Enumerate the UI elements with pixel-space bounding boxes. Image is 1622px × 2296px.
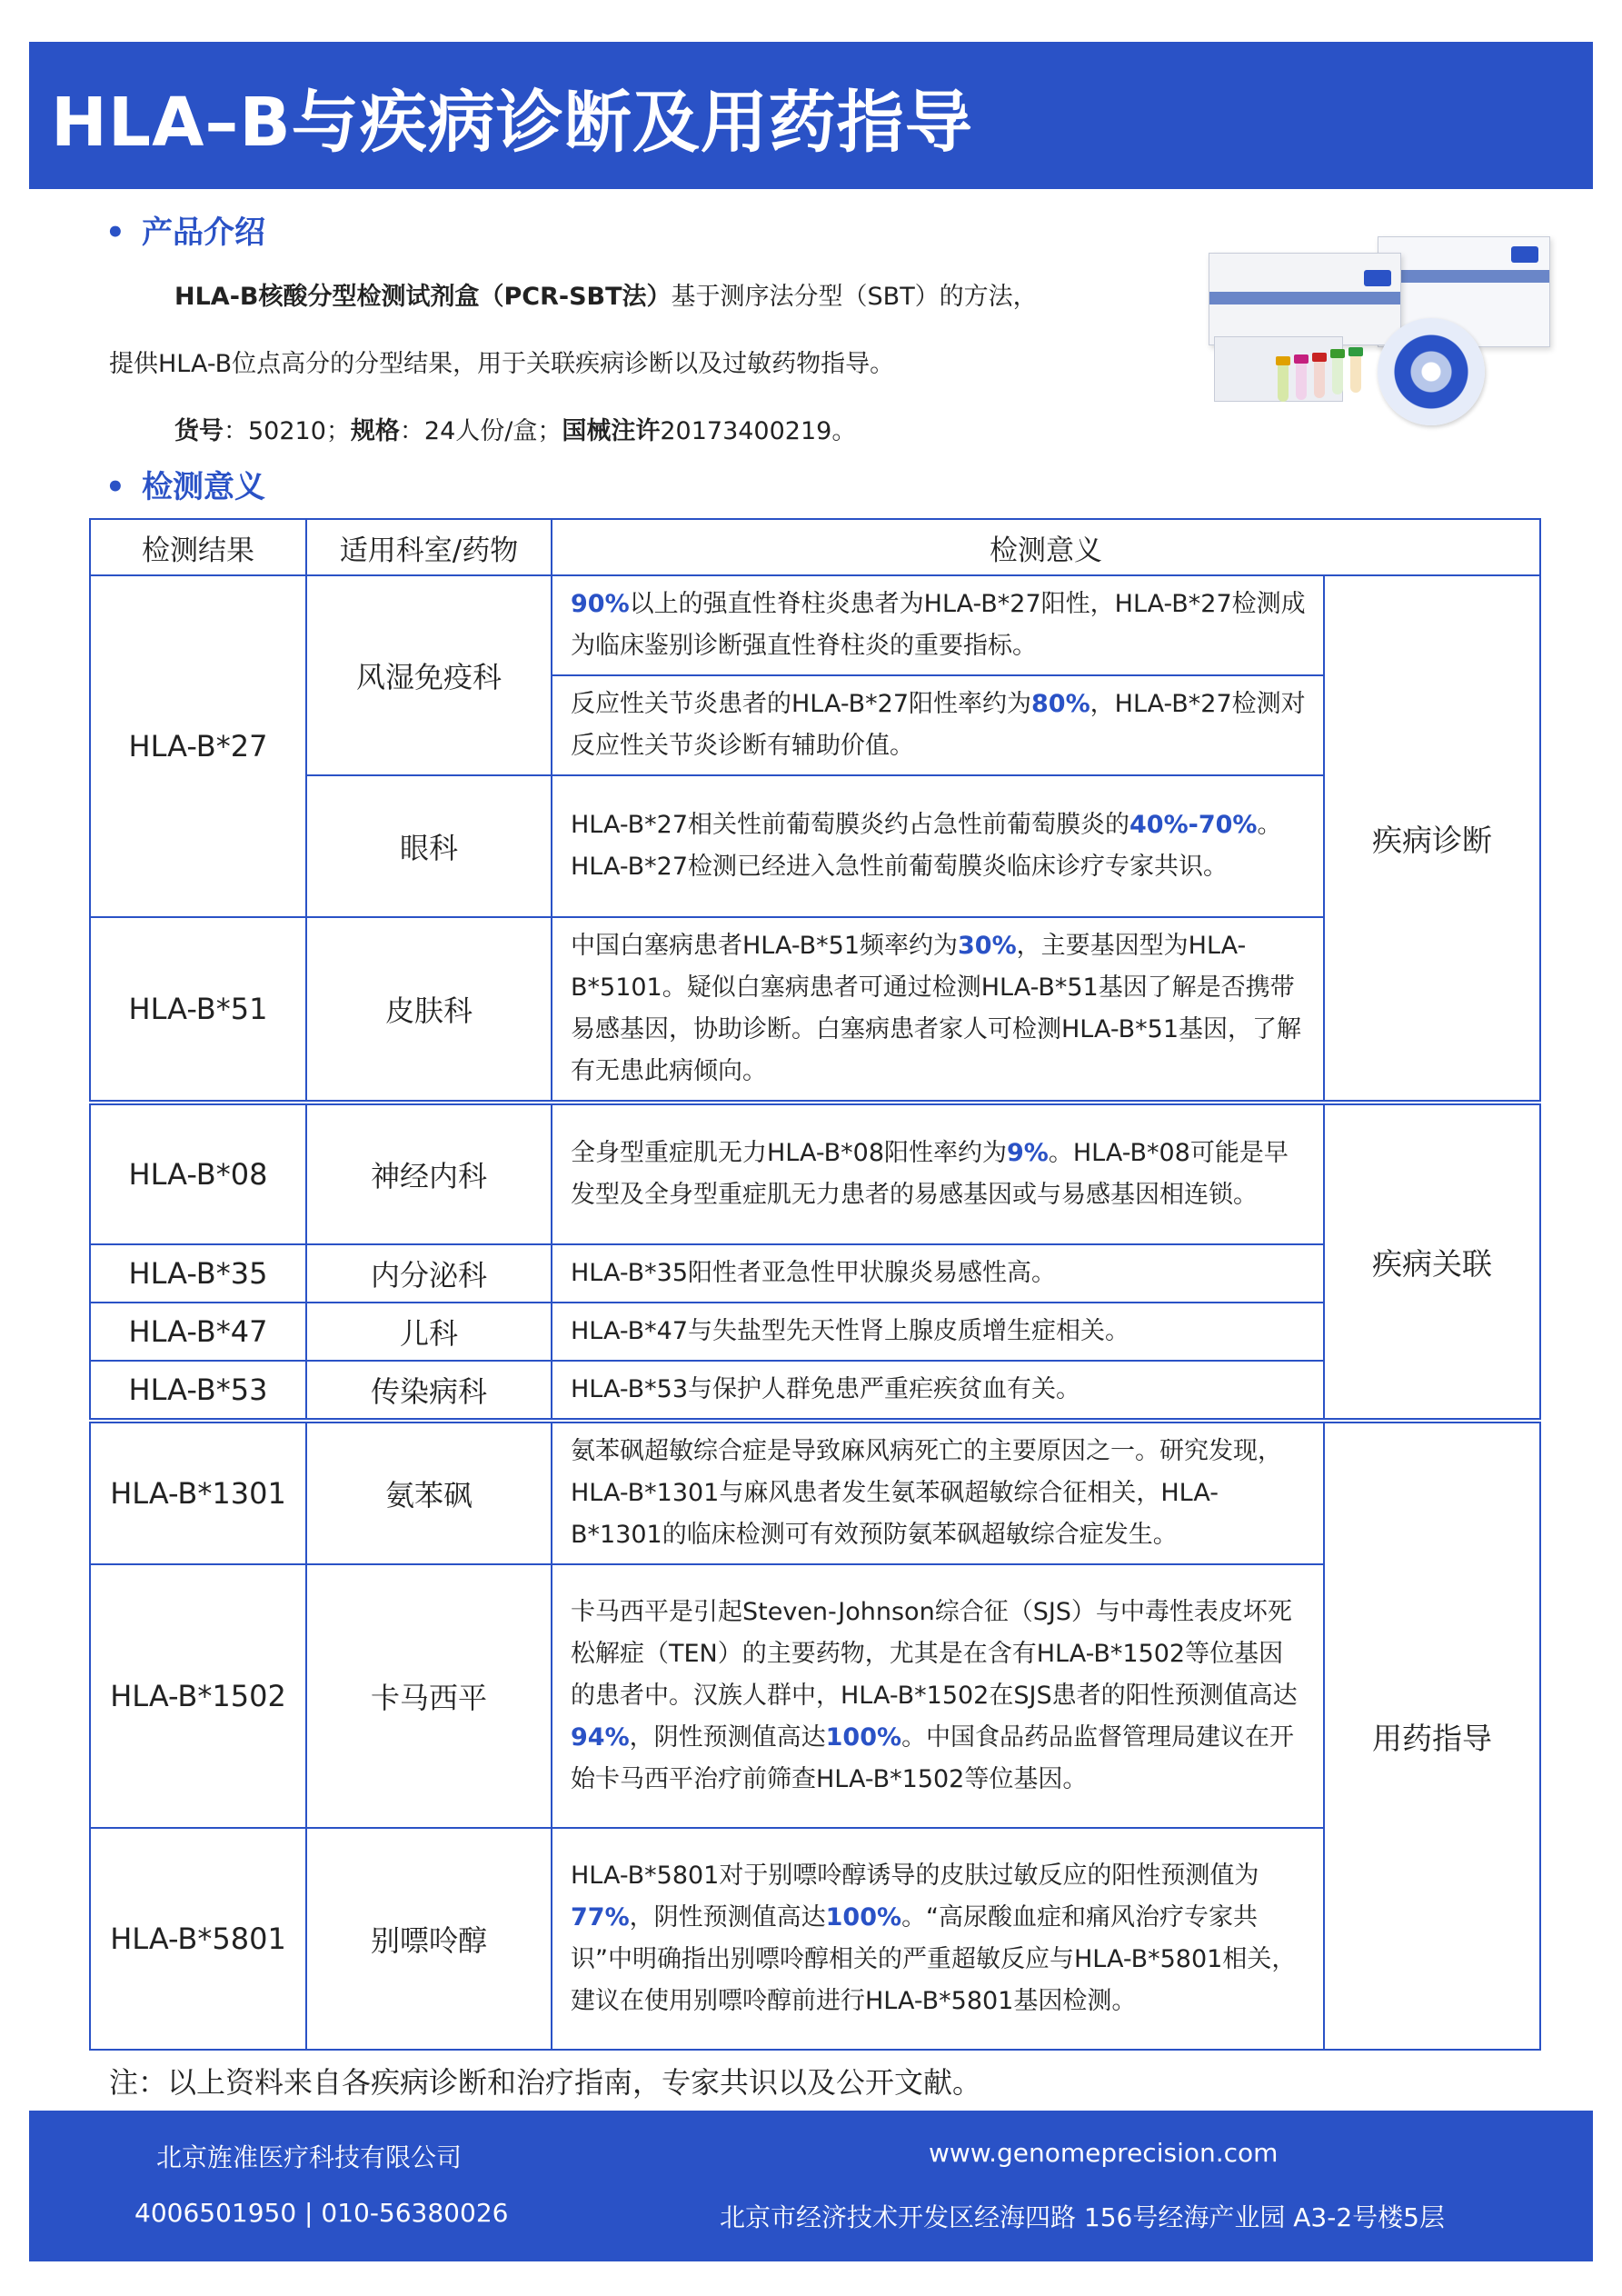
table-row: [90, 1244, 1540, 1303]
desc-cell: [552, 1828, 1324, 2050]
desc-text: HLA-B*47与失盐型先天性肾上腺皮质增生症相关。: [571, 1317, 1130, 1345]
section-heading: 产品介绍: [142, 215, 265, 251]
desc-text: HLA-B*5801对于别嘌呤醇诱导的皮肤过敏反应的阳性预测值为: [571, 1862, 1259, 1890]
desc-cell: [552, 1361, 1324, 1421]
dept-cell: 氨苯砜: [306, 1421, 552, 1564]
desc-text: ，主要基因型为HLA-B*5101。疑似白塞病患者可通过检测HLA-B*51基因了解是否携带易感基因，协助诊断。白塞病患者家人可检测HLA-B*51基因，了解有无患此病倾向。: [571, 932, 1302, 1085]
intro-line-1: [174, 276, 1038, 312]
desc-text: 。中国食品药品监督管理局建议在开始卡马西平治疗前筛查HLA-B*1502等位基因。: [571, 1723, 1295, 1793]
highlight-value: 40%-70%: [1129, 811, 1258, 839]
table-row: [90, 1421, 1540, 1564]
table-header-row: [90, 519, 1540, 575]
item-no-label: 货号: [174, 417, 224, 445]
dept-cell: 内分泌科: [306, 1244, 552, 1303]
category-cell: 用药指导: [1324, 1421, 1540, 2050]
highlight-value: 77%: [571, 1903, 630, 1932]
desc-cell: [552, 1564, 1324, 1828]
footnote: 注：以上资料来自各疾病诊断和治疗指南，专家共识以及公开文献。: [109, 2065, 982, 2100]
desc-text: 以上的强直性脊柱炎患者为HLA-B*27阳性，HLA-B*27检测成为临床鉴别诊断强直性脊柱炎的重要指标。: [571, 590, 1306, 660]
desc-text: ，HLA-B*27检测对反应性关节炎诊断有辅助价值。: [571, 690, 1306, 760]
desc-text: 全身型重症肌无力HLA-B*08阳性率约为: [571, 1139, 1008, 1167]
desc-cell: [552, 1103, 1324, 1244]
result-cell: HLA-B*27: [90, 575, 306, 917]
desc-text: HLA-B*53与保护人群免患严重疟疾贫血有关。: [571, 1375, 1081, 1403]
intro-line-1-rest: 基于测序法分型（SBT）的方法，: [671, 283, 1038, 311]
spec-value: ：24人份/盒；: [399, 417, 562, 445]
category-cell: 疾病诊断: [1324, 575, 1540, 1103]
desc-text: 。“高尿酸血症和痛风治疗专家共识”中明确指出别嘌呤醇相关的严重超敏反应与HLA-B*5801相关，建议在使用别嘌呤醇前进行HLA-B*5801基因检测。: [571, 1903, 1297, 2015]
table-row: [90, 775, 1540, 917]
result-cell: HLA-B*1502: [90, 1564, 306, 1828]
reg-value: 20173400219。: [660, 417, 857, 445]
desc-text: 中国白塞病患者HLA-B*51频率约为: [571, 932, 959, 960]
address: 北京市经济技术开发区经海四路 156号经海产业园 A3-2号楼5层: [720, 2202, 1445, 2232]
dept-cell: 儿科: [306, 1303, 552, 1361]
desc-text: 氨苯砜超敏综合症是导致麻风病死亡的主要原因之一。研究发现，HLA-B*1301与麻风患者发生氨苯砜超敏综合征相关，HLA-B*1301的临床检测可有效预防氨苯砜超敏综合症发生。: [571, 1437, 1282, 1549]
highlight-value: 9%: [1007, 1139, 1049, 1167]
result-cell: HLA-B*53: [90, 1361, 306, 1421]
result-cell: HLA-B*5801: [90, 1828, 306, 2050]
software-cd: [1378, 318, 1485, 425]
result-cell: HLA-B*51: [90, 917, 306, 1103]
item-no-value: ：50210；: [224, 417, 351, 445]
highlight-value: 30%: [958, 932, 1017, 960]
header-dept: 适用科室/药物: [306, 519, 552, 575]
page-title: HLA–B与疾病诊断及用药指导: [51, 84, 973, 162]
desc-text: 反应性关节炎患者的HLA-B*27阳性率约为: [571, 690, 1032, 718]
desc-text: 。HLA-B*08可能是早发型及全身型重症肌无力患者的易感基因或与易感基因相连锁。: [571, 1139, 1289, 1209]
desc-text: HLA-B*35阳性者亚急性甲状腺炎易感性高。: [571, 1259, 1057, 1287]
result-cell: HLA-B*47: [90, 1303, 306, 1361]
dept-cell: 传染病科: [306, 1361, 552, 1421]
desc-text: 。HLA-B*27检测已经进入急性前葡萄膜炎临床诊疗专家共识。: [571, 811, 1282, 881]
highlight-value: 100%: [825, 1903, 902, 1932]
product-kit-image: [1209, 227, 1554, 434]
bullet-icon: •: [105, 469, 125, 505]
dept-cell: 神经内科: [306, 1103, 552, 1244]
desc-text: ，阴性预测值高达: [629, 1723, 826, 1752]
dept-cell: 皮肤科: [306, 917, 552, 1103]
desc-cell: [552, 575, 1324, 675]
kit-box-left: [1209, 253, 1401, 345]
section-heading: 检测意义: [142, 469, 265, 505]
significance-table: [89, 518, 1541, 2051]
table-row: [90, 1828, 1540, 2050]
desc-text: ，阴性预测值高达: [629, 1903, 826, 1932]
section-product-intro: [105, 207, 265, 252]
highlight-value: 90%: [571, 590, 630, 618]
desc-cell: [552, 917, 1324, 1103]
intro-line-2: 提供HLA-B位点高分的分型结果，用于关联疾病诊断以及过敏药物指导。: [109, 350, 895, 378]
table-row: [90, 1103, 1540, 1244]
desc-cell: [552, 1421, 1324, 1564]
dept-cell: 别嘌呤醇: [306, 1828, 552, 2050]
intro-line-3: [174, 411, 856, 446]
table-row: [90, 1303, 1540, 1361]
company-name: 北京旌准医疗科技有限公司: [156, 2142, 463, 2172]
result-cell: HLA-B*1301: [90, 1421, 306, 1564]
highlight-value: 100%: [825, 1723, 902, 1752]
table-row: [90, 1564, 1540, 1828]
phone-numbers: 4006501950 | 010-56380026: [134, 2198, 509, 2228]
desc-cell: [552, 1303, 1324, 1361]
desc-text: 卡马西平是引起Steven-Johnson综合征（SJS）与中毒性表皮坏死松解症（TEN）的主要药物，尤其是在含有HLA-B*1502等位基因的患者中。汉族人群中，HLA-B*1502在SJS患者的阳性预测值高达: [571, 1598, 1298, 1710]
highlight-value: 94%: [571, 1723, 630, 1752]
website-link[interactable]: www.genomeprecision.com: [929, 2138, 1279, 2168]
dept-cell: 眼科: [306, 775, 552, 917]
result-cell: HLA-B*08: [90, 1103, 306, 1244]
bullet-icon: •: [105, 215, 125, 251]
highlight-value: 80%: [1031, 690, 1090, 718]
table-row: [90, 1361, 1540, 1421]
result-cell: HLA-B*35: [90, 1244, 306, 1303]
category-cell: 疾病关联: [1324, 1103, 1540, 1421]
kit-name: HLA-B核酸分型检测试剂盒（PCR-SBT法）: [174, 283, 672, 311]
table-row: [90, 575, 1540, 675]
dept-cell: 风湿免疫科: [306, 575, 552, 775]
table-row: [90, 917, 1540, 1103]
desc-cell: [552, 1244, 1324, 1303]
header-result: 检测结果: [90, 519, 306, 575]
spec-label: 规格: [350, 417, 400, 445]
desc-text: HLA-B*27相关性前葡萄膜炎约占急性前葡萄膜炎的: [571, 811, 1130, 839]
desc-cell: [552, 675, 1324, 775]
header-significance: 检测意义: [552, 519, 1540, 575]
desc-cell: [552, 775, 1324, 917]
reg-label: 国械注许: [562, 417, 661, 445]
section-significance: [105, 462, 265, 506]
dept-cell: 卡马西平: [306, 1564, 552, 1828]
footer-band: [29, 2111, 1593, 2261]
